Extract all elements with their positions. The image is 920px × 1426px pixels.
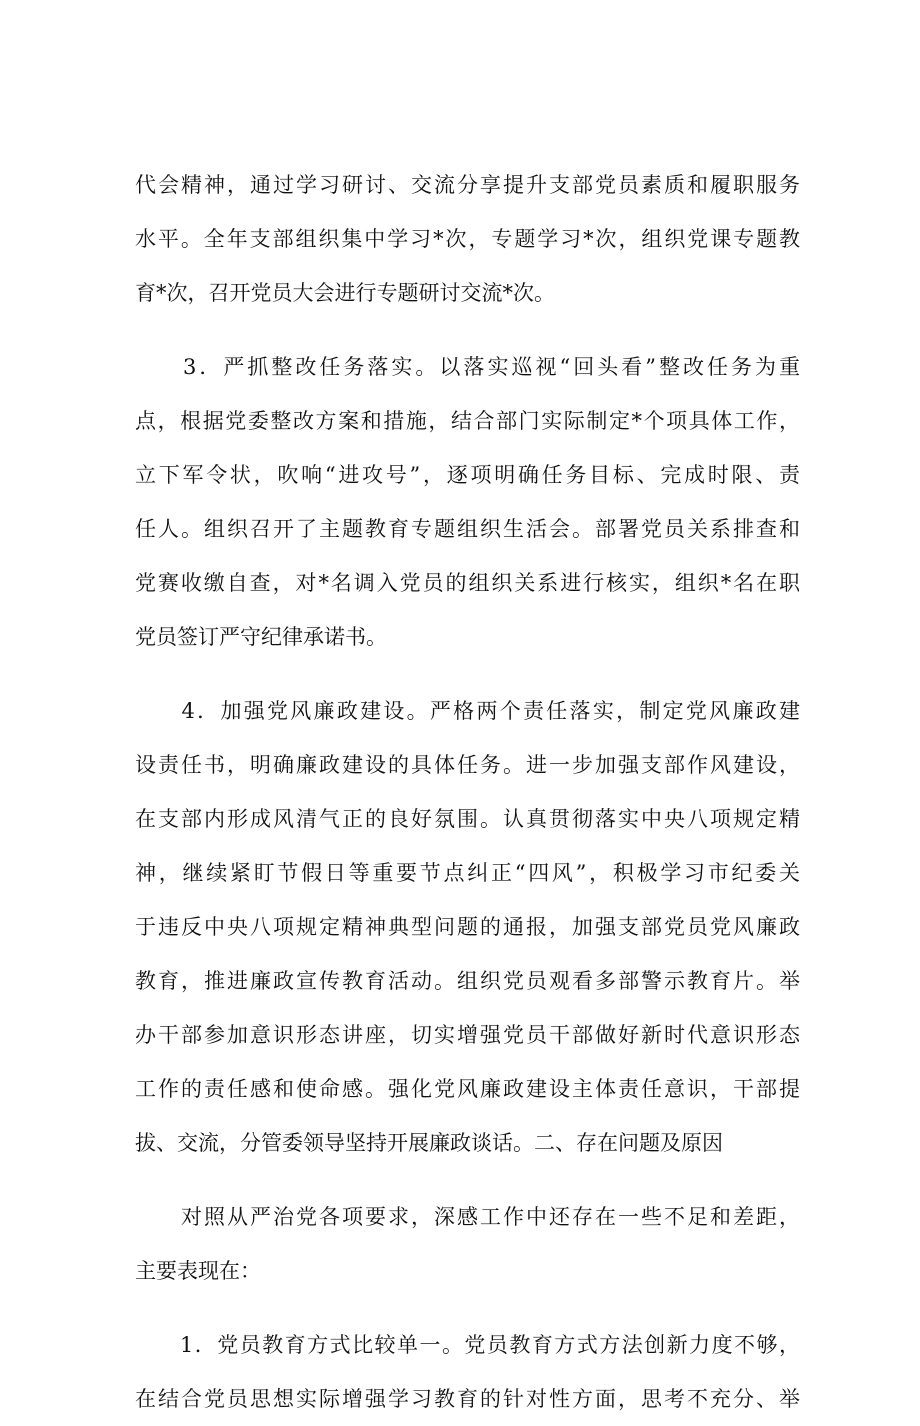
text-line: 立下军令状，吹响“进攻号”，逐项明确任务目标、完成时限、责 [135, 463, 800, 487]
paragraph-spacing [135, 320, 800, 340]
paragraph [135, 684, 800, 1170]
text-line: 设责任书，明确廉政建设的具体任务。进一步加强支部作风建设， [135, 753, 800, 777]
text-line: 任人。组织召开了主题教育专题组织生活会。部署党员关系排查和 [135, 517, 800, 541]
paragraph [135, 158, 800, 320]
text-line: 主要表现在： [135, 1259, 261, 1283]
text-line: 育*次，召开党员大会进行专题研讨交流*次。 [135, 281, 555, 305]
text-line: 对照从严治党各项要求，深感工作中还存在一些不足和差距， [135, 1205, 800, 1229]
text-line: 水平。全年支部组织集中学习*次，专题学习*次，组织党课专题教 [135, 227, 800, 251]
text-line: 教育，推进廉政宣传教育活动。组织党员观看多部警示教育片。举 [135, 969, 800, 993]
text-line: 工作的责任感和使命感。强化党风廉政建设主体责任意识，干部提 [135, 1077, 800, 1101]
text-line: 在结合党员思想实际增强学习教育的针对性方面，思考不充分、举 [135, 1387, 800, 1411]
text-line: 代会精神，通过学习研讨、交流分享提升支部党员素质和履职服务 [135, 173, 800, 197]
text-line: 神，继续紧盯节假日等重要节点纠正“四风”，积极学习市纪委关 [135, 861, 800, 885]
paragraph-spacing [135, 1298, 800, 1318]
paragraph [135, 1318, 800, 1426]
text-line: 拔、交流，分管委领导坚持开展廉政谈话。二、存在问题及原因 [135, 1131, 723, 1155]
text-line: 党员签订严守纪律承诺书。 [135, 625, 387, 649]
paragraph-spacing [135, 1170, 800, 1190]
text-line: 4．加强党风廉政建设。严格两个责任落实，制定党风廉政建 [135, 699, 800, 723]
text-line: 在支部内形成风清气正的良好氛围。认真贯彻落实中央八项规定精 [135, 807, 800, 831]
text-line: 3．严抓整改任务落实。以落实巡视“回头看”整改任务为重 [135, 355, 800, 379]
document-body [135, 158, 800, 1426]
paragraph [135, 340, 800, 664]
text-line: 1．党员教育方式比较单一。党员教育方式方法创新力度不够， [135, 1333, 800, 1357]
text-line: 党赛收缴自查，对*名调入党员的组织关系进行核实，组织*名在职 [135, 571, 800, 595]
paragraph-spacing [135, 664, 800, 684]
text-line: 点，根据党委整改方案和措施，结合部门实际制定*个项具体工作， [135, 409, 800, 433]
paragraph [135, 1190, 800, 1298]
text-line: 办干部参加意识形态讲座，切实增强党员干部做好新时代意识形态 [135, 1023, 800, 1047]
text-line: 于违反中央八项规定精神典型问题的通报，加强支部党员党风廉政 [135, 915, 800, 939]
